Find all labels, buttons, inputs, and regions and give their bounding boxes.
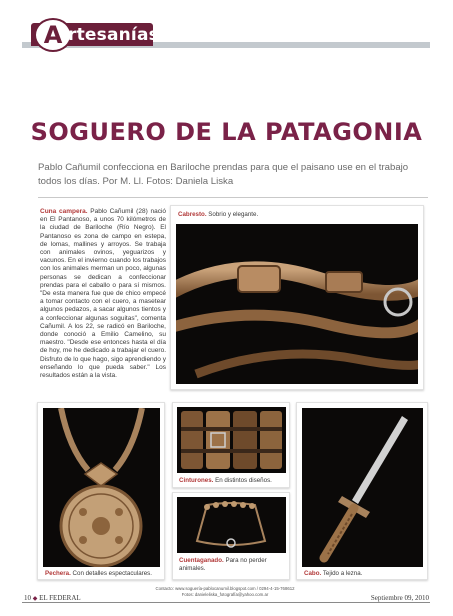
caption-text: Con detalles espectaculares.	[72, 570, 152, 577]
contact-info	[150, 586, 300, 597]
photo-cuentaganado	[177, 497, 286, 553]
article-body	[40, 208, 166, 380]
caption-cabresto	[178, 211, 258, 219]
photo-panel-pechera	[37, 402, 165, 580]
contact-line: Contacto: www.soguería-pablocanumil.blogspot.com / 0294-4-15-768612	[155, 586, 295, 591]
photo-cabo	[302, 408, 423, 567]
pechera-illustration	[43, 408, 160, 567]
diamond-icon: ◆	[32, 596, 38, 602]
cabo-illustration	[302, 408, 423, 567]
page-number: 10	[24, 594, 31, 602]
photo-panel-cinturones	[172, 402, 290, 488]
caption-text: Tejido a lezna.	[322, 570, 363, 577]
photo-cinturones	[177, 407, 286, 473]
cabresto-illustration	[176, 224, 418, 384]
photo-credit-line: Fotos: danieleliska_fotografía@yahoo.com.ar	[181, 591, 269, 597]
caption-label: Cabresto.	[178, 211, 207, 218]
photo-panel-cabresto	[170, 205, 424, 390]
body-lead: Cuna campera.	[40, 208, 88, 215]
caption-label: Pechera.	[45, 570, 71, 577]
cuentaganado-illustration	[177, 497, 286, 553]
publication-name: EL FEDERAL	[39, 594, 81, 602]
caption-label: Cabo.	[304, 570, 322, 577]
issue-date: Septiembre 09, 2010	[370, 594, 429, 602]
article-headline: SOGUERO DE LA PATAGONIA	[30, 118, 423, 146]
photo-cabresto	[176, 224, 418, 384]
caption-text: Sobrio y elegante.	[208, 211, 259, 218]
photo-panel-cabo	[296, 402, 428, 580]
body-text: Pablo Cañumil (28) nació en El Pantanoso, a unos 70 kilómetros de la ciudad de Bariloche (Río Negro). El Pantanoso es zona de campo en estepa, de lomas, mallines y arroyos. Se trabaja con animales ovinos, yeguarizos y vacunos. En el invierno cuando los trabajos con los animales merman un poco, algunas personas se dedican a confeccionar prendas para el caballo o para sí mismos. "De esta manera fue que de chico empecé a tomar contacto con el cuero, a masetear algunos pedazos, a sacar algunos tientos y a confeccionar algunas soguitas", comenta Cañumil. A los 22, se radicó en Bariloche, donde conoció a Emilio Camelino, su maestro. "Desde ese entonces hasta el día de hoy, me he dedicado a trabajar el cuero. Disfruto de lo que hago, sigo aprendiendo y enseñando lo que pueda saber." Los resultados están a la vista.	[40, 208, 167, 380]
section-initial: A	[34, 18, 72, 52]
caption-label: Cuentaganado.	[179, 557, 224, 564]
footer-rule	[22, 602, 430, 603]
caption-cuentaganado	[179, 557, 287, 572]
caption-label: Cinturones.	[179, 477, 214, 484]
article-deck: Pablo Cañumil confecciona en Bariloche prendas para que el paisano use en el trabajo todos los días. Por M. Ll. Fotos: Daniela Liska	[38, 162, 409, 187]
caption-cabo	[304, 570, 362, 578]
page-folio	[24, 594, 81, 602]
caption-text: En distintos diseños.	[215, 477, 272, 484]
deck-divider	[38, 197, 428, 198]
section-title: rtesanías	[68, 25, 159, 45]
photo-pechera	[43, 408, 160, 567]
caption-pechera	[45, 570, 152, 578]
caption-cinturones	[179, 477, 272, 485]
photo-panel-cuentaganado	[172, 492, 290, 580]
cinturones-illustration	[177, 407, 286, 473]
caption-text: Para no perder animales.	[179, 557, 267, 572]
